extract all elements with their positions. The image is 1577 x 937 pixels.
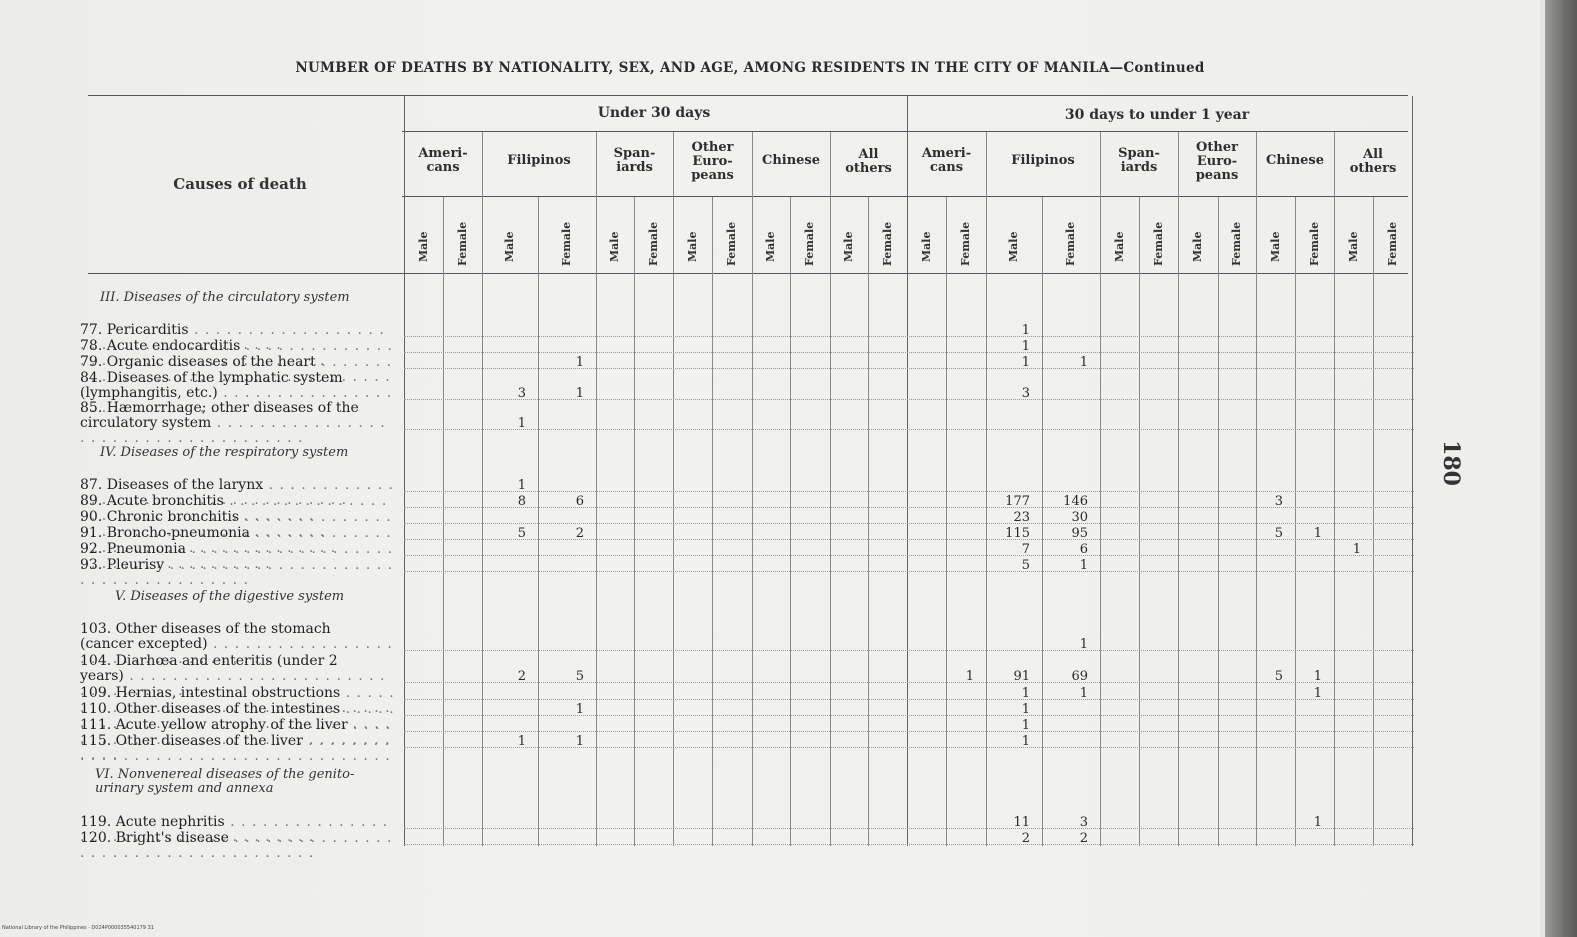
table-cell: 1: [1021, 355, 1030, 370]
table-cell: 23: [1013, 510, 1030, 525]
nationality-header-oth: All others: [1349, 147, 1397, 176]
table-cell: 2: [575, 526, 584, 541]
nationality-header-ame: Ameri- cans: [418, 146, 468, 175]
group-header-under-30-days: Under 30 days: [597, 105, 711, 121]
female-column-header: Female: [646, 221, 660, 266]
cause-label: 119. Acute nephritis . . .: [80, 815, 395, 845]
column-divider: [673, 132, 674, 846]
cause-label: 104. Diarhœa and enteritis (under 2 years) . . .: [80, 654, 395, 699]
table-cell: 69: [1071, 669, 1088, 684]
row-leader-dots: [404, 522, 1414, 524]
female-column-header: Female: [1307, 221, 1321, 266]
column-divider: [482, 132, 483, 846]
column-divider: [1334, 132, 1335, 846]
male-column-header: Male: [842, 231, 855, 262]
female-column-header: Female: [1151, 221, 1165, 266]
table-cell: 1: [1313, 526, 1322, 541]
nationality-rule: [402, 196, 1408, 197]
row-leader-dots: [404, 554, 1414, 556]
page-number: 180: [1437, 440, 1464, 486]
male-column-header: Male: [1346, 231, 1360, 262]
table-cell: 1: [1021, 702, 1030, 717]
row-leader-dots: [404, 428, 1414, 430]
table-cell: 1: [1079, 355, 1088, 370]
row-leader-dots: [404, 351, 1414, 353]
table-cell: 7: [1021, 542, 1030, 557]
column-divider: [907, 96, 908, 846]
cause-label: 79. Organic diseases of the heart . . .: [80, 355, 395, 400]
nationality-header-ame: Ameri- cans: [921, 146, 972, 175]
column-divider: [1178, 132, 1179, 846]
table-cell: 5: [1274, 526, 1283, 541]
table-cell: 6: [1079, 542, 1088, 557]
table-cell: 3: [1274, 494, 1283, 509]
column-divider: [1100, 132, 1101, 846]
table-cell: 30: [1071, 510, 1088, 525]
male-column-header: Male: [1191, 231, 1204, 262]
female-column-header: Female: [959, 221, 972, 266]
cause-label: 103. Other diseases of the stomach (cancer excepted) . . .: [80, 622, 395, 667]
row-leader-dots: [404, 335, 1414, 337]
male-column-header: Male: [503, 231, 516, 262]
nationality-header-oth: All others: [845, 147, 892, 176]
column-divider: [1412, 96, 1413, 846]
cause-label: 90. Chronic bronchitis . . .: [80, 510, 395, 540]
female-column-header: Female: [725, 221, 738, 266]
table-cell: 1: [1313, 669, 1322, 684]
table-cell: 1: [1079, 558, 1088, 573]
row-leader-dots: [404, 730, 1414, 732]
table-cell: 1: [517, 416, 526, 431]
male-column-header: Male: [1007, 231, 1020, 262]
causes-header: Causes of death: [173, 175, 307, 193]
table-cell: 1: [965, 669, 974, 684]
column-divider: [752, 132, 753, 846]
table-cell: 1: [575, 355, 584, 370]
male-column-header: Male: [416, 231, 430, 262]
row-leader-dots: [404, 570, 1414, 572]
table-cell: 11: [1013, 815, 1030, 830]
cause-label: 109. Hernias, intestinal obstructions . . .: [80, 686, 395, 731]
female-column-header: Female: [803, 221, 816, 266]
table-cell: 1: [517, 478, 526, 493]
column-divider: [830, 132, 831, 846]
table-cell: 3: [1079, 815, 1088, 830]
table-cell: 1: [1079, 637, 1088, 652]
group-rule: [402, 131, 1408, 132]
table-cell: 177: [1005, 494, 1030, 509]
column-divider: [1256, 132, 1257, 846]
cause-label: 78. Acute endocarditis . . .: [80, 339, 395, 369]
nationality-header-chi: Chinese: [761, 153, 821, 168]
female-column-header: Female: [1064, 221, 1077, 266]
nationality-header-eur: Other Euro- peans: [691, 140, 734, 183]
row-leader-dots: [404, 490, 1414, 492]
male-column-header: Male: [685, 231, 699, 262]
section-digestive: V. Diseases of the digestive system: [115, 589, 345, 604]
cause-label: 87. Diseases of the larynx . . .: [80, 478, 395, 508]
cause-label: 91. Broncho-pneumonia . . .: [80, 526, 395, 556]
table-cell: 1: [1352, 542, 1361, 557]
cause-label: 93. Pleurisy . . .: [80, 558, 395, 588]
table-cell: 1: [1021, 734, 1030, 749]
nationality-header-chi: Chinese: [1265, 153, 1325, 168]
nationality-header-spa: Span- iards: [613, 146, 656, 175]
female-column-header: Female: [880, 221, 894, 266]
table-cell: 1: [1021, 339, 1030, 354]
section-circulatory: III. Diseases of the circulatory system: [100, 290, 350, 305]
table-cell: 1: [1313, 686, 1322, 701]
cause-label: 111. Acute yellow atrophy of the liver . . .: [80, 718, 395, 763]
cause-label: 92. Pneumonia . . .: [80, 542, 395, 572]
column-divider: [986, 132, 987, 846]
column-divider: [596, 132, 597, 846]
table-cell: 1: [1021, 323, 1030, 338]
nationality-header-fil: Filipinos: [507, 153, 571, 168]
table-cell: 5: [1274, 669, 1283, 684]
male-column-header: Male: [1112, 231, 1126, 262]
table-cell: 115: [1005, 526, 1030, 541]
table-cell: 1: [575, 386, 584, 401]
female-column-header: Female: [1385, 221, 1399, 266]
header-bottom-rule: [88, 273, 1408, 274]
cause-label: 84. Diseases of the lymphatic system (lymphangitis, etc.) . . .: [80, 371, 395, 416]
row-leader-dots: [404, 843, 1414, 845]
cause-label: 120. Bright's disease . . .: [80, 831, 395, 861]
table-cell: 1: [575, 734, 584, 749]
table-cell: 6: [575, 494, 584, 509]
table-cell: 1: [1021, 718, 1030, 733]
cause-label: 110. Other diseases of the intestines . . .: [80, 702, 395, 747]
table-cell: 5: [517, 526, 526, 541]
male-column-header: Male: [1268, 231, 1282, 262]
table-cell: 1: [1079, 686, 1088, 701]
nationality-header-fil: Filipinos: [1011, 153, 1075, 168]
nationality-header-eur: Other Euro- peans: [1195, 140, 1239, 183]
female-column-header: Female: [560, 221, 573, 266]
footer-credit: National Library of the Philippines · D024P000035540179 31: [2, 925, 154, 931]
table-cell: 1: [1313, 815, 1322, 830]
table-cell: 95: [1071, 526, 1088, 541]
row-leader-dots: [404, 698, 1414, 700]
section-genitourinary: VI. Nonvenereal diseases of the genito- urinary system and annexa: [95, 767, 355, 796]
male-column-header: Male: [764, 231, 777, 262]
top-rule: [88, 95, 1408, 96]
table-title: NUMBER OF DEATHS BY NATIONALITY, SEX, AND AGE, AMONG RESIDENTS IN THE CITY OF MANILA—Continued: [295, 60, 1205, 76]
page-edge-shadow: [1545, 0, 1577, 937]
cause-label: 85. Hæmorrhage; other diseases of the circulatory system . . .: [80, 401, 395, 446]
female-column-header: Female: [1230, 221, 1243, 266]
table-cell: 5: [575, 669, 584, 684]
table-cell: 146: [1063, 494, 1088, 509]
cause-label: 115. Other diseases of the liver . . .: [80, 734, 395, 764]
table-cell: 8: [517, 494, 526, 509]
male-column-header: Male: [608, 231, 621, 262]
table-cell: 2: [1021, 831, 1030, 846]
table-cell: 2: [517, 669, 526, 684]
table-cell: 3: [1021, 386, 1030, 401]
group-header-30-days-to-1-year: 30 days to under 1 year: [1064, 107, 1250, 123]
female-column-header: Female: [455, 221, 469, 266]
row-leader-dots: [404, 827, 1414, 829]
column-divider: [404, 96, 405, 846]
table-cell: 5: [1021, 558, 1030, 573]
table-cell: 2: [1079, 831, 1088, 846]
section-respiratory: IV. Diseases of the respiratory system: [100, 445, 349, 460]
table-cell: 1: [575, 702, 584, 717]
cause-label: 77. Pericarditis . . .: [80, 323, 395, 353]
row-leader-dots: [404, 649, 1414, 651]
cause-label: 89. Acute bronchitis . . .: [80, 494, 395, 524]
male-column-header: Male: [919, 231, 933, 262]
table-cell: 1: [1021, 686, 1030, 701]
table-cell: 91: [1013, 669, 1030, 684]
table-cell: 3: [517, 386, 526, 401]
table-cell: 1: [517, 734, 526, 749]
nationality-header-spa: Span- iards: [1118, 146, 1160, 175]
